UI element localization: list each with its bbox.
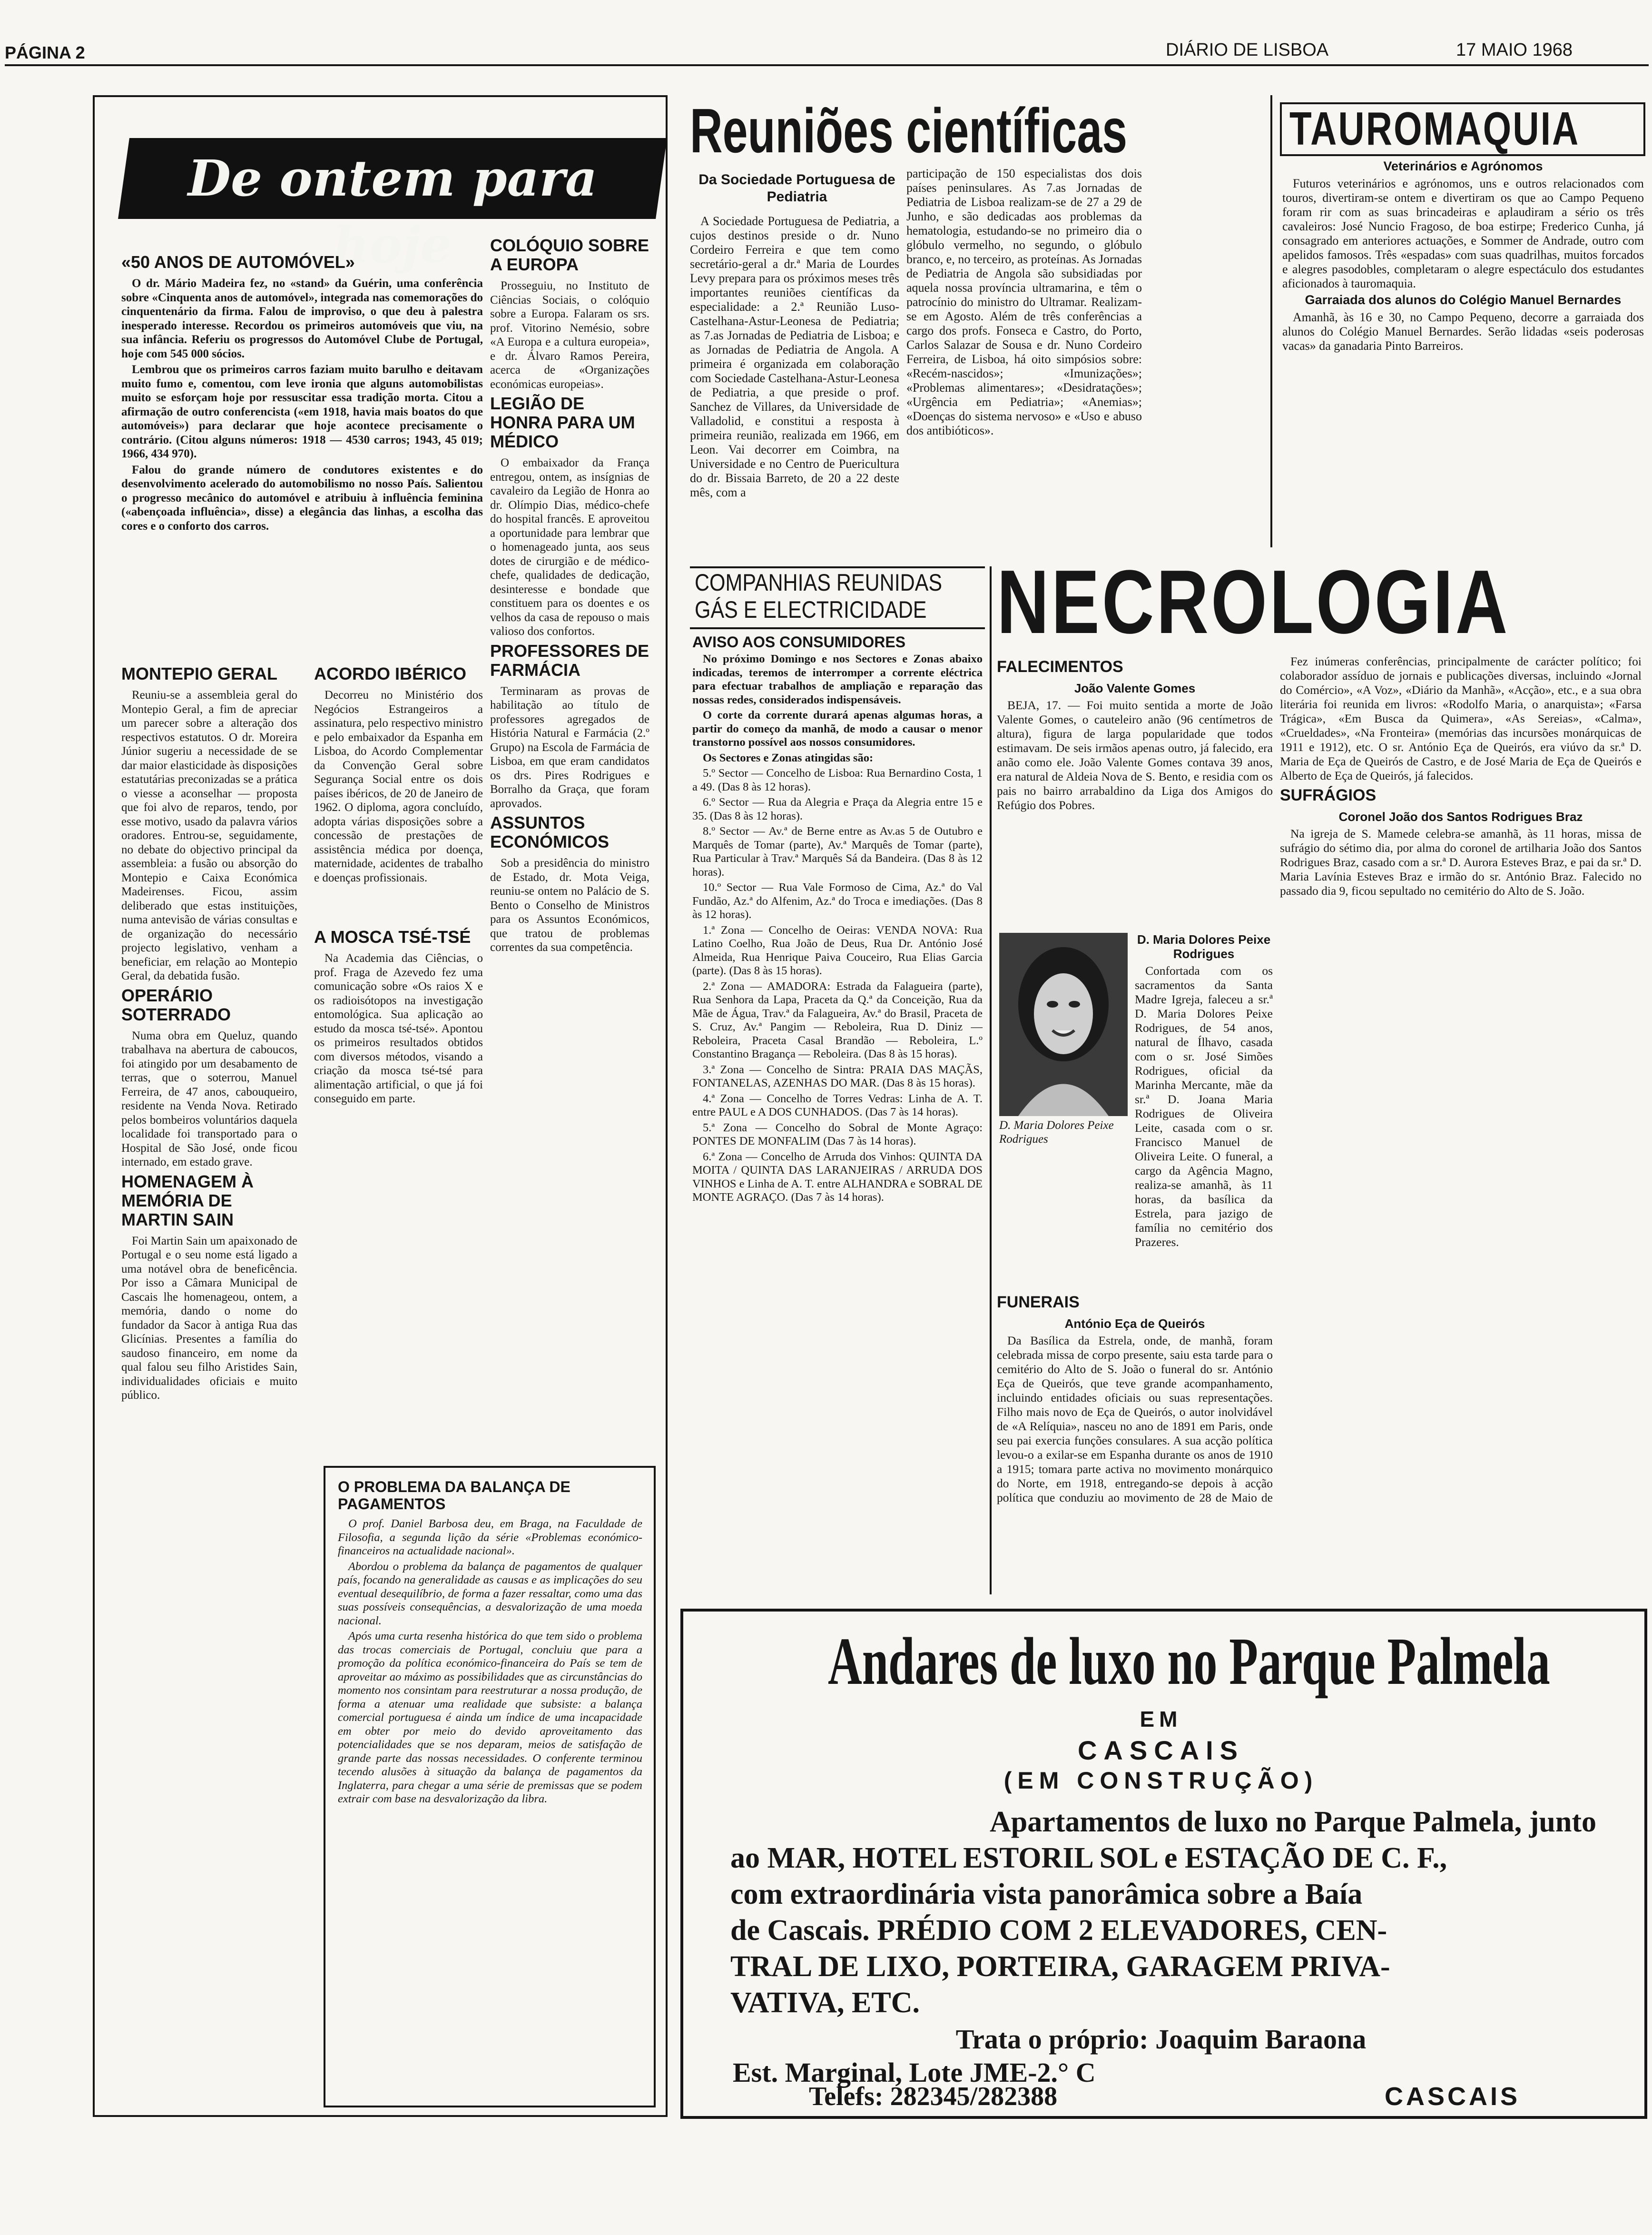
ad-construcao: (EM CONSTRUÇÃO): [1003, 1767, 1318, 1794]
left-column-a2: [314, 662, 483, 1108]
ad-line: com extraordinária vista panorâmica sobre a Baía: [730, 1878, 1363, 1910]
professores-title: PROFESSORES DE FARMÁCIA: [490, 641, 649, 680]
necrologia-headline: NECROLOGIA: [997, 552, 1510, 653]
name-joao-valente: João Valente Gomes: [1074, 681, 1196, 695]
necrologia-text-2: Confortada com os sacramentos da Santa Madre Igreja, faleceu a sr.ª D. Maria Dolores Peixe Rodrigues, de 54 anos, natural de Ílhavo, casada com o sr. José Simões Rodrigues, oficial da Marinha Mercante, mãe da sr.ª D. Joana Maria Rodrigues de Oliveira Leite, casada com o sr. Francisco Manuel de Oliveira Leite. O funeral, a cargo da Agência Magno, realiza-se amanhã, às 11 horas, da basílica da Estrela, para jazigo de família no cemitério dos Prazeres.: [1135, 964, 1273, 1249]
ad-city: CASCAIS: [1385, 2082, 1521, 2111]
aviso-item: 5.ª Zona — Concelho do Sobral de Monte Agraço: PONTES DE MONFALIM (Das 7 às 14 horas).: [692, 1121, 983, 1147]
left-column-a1: [121, 662, 297, 1404]
legiao-text: O embaixador da França entregou, ontem, as insígnias de cavaleiro da Legião de Honra ao dr. Olímpio Dias, médico-chefe do hospital francês. E aproveitou a oportunidade para lembrar que o homenageado junta, aos seus dotes de cirurgião e de médico-chefe, qualidades de dedicação, desinteresse e bondade que constituem para os doentes e os velhos da casa de repouso o mais valioso dos confortos.: [490, 456, 649, 638]
aviso-intro: No próximo Domingo e nos Sectores e Zonas abaixo indicadas, teremos de interromper a corrente eléctrica para efectuar trabalhos de ampliação e reparação das nossas redes, considerados indispensáveis.: [692, 653, 983, 706]
aviso-lista-title: Os Sectores e Zonas atingidas são:: [703, 751, 874, 764]
necrologia-text-4: Na igreja de S. Mamede celebra-se amanhã, às 11 horas, missa de sufrágio do sétimo dia, por alma do coronel de artilharia João dos Santos Rodrigues Braz, casado com a sr.ª D. Aurora Esteves Braz, e pai da sr.ª D. Maria Lavínia Esteves Braz e irmão do sr. António Braz. Falecido no passado dia 9, ficou sepultado no cemitério do Alto de S. João.: [1280, 827, 1642, 898]
reunioes-text-2: participação de 150 especialistas dos dois países peninsulares. As 7.as Jornadas de Pediatria de Lisboa realizam-se de 27 a 29 de Junho, e são dedicadas aos problemas da hematologia, estudando-se no primeiro dia o glóbulo vermelho, no segundo, o glóbulo branco, e, no terceiro, as proteínas. As Jornadas de Pediatria de Angola são subsidiadas por aquela nossa província ultramarina, e têm o patrocínio do ministro do Ultramar. Realizam-se em Agosto. Além de três conferências a cargo dos profs. Fonseca e Castro, do Porto, Carlos Salazar de Sousa e dr. Nuno Cordeiro Ferreira, de Lisboa, há oito simpósios sobre: «Recém-nascidos»; «Imunizações»; «Problemas alimentares»; «Desidratações»; «Urgência em Pediatria»; «Anemias»; «Doenças do sistema nervoso» e «Uso e abuso dos antibióticos».: [906, 167, 1142, 437]
necrologia-column-1: [997, 654, 1273, 814]
reunioes-subhead: Da Sociedade Portuguesa de Pediatria: [698, 172, 895, 205]
aviso-item: 1.ª Zona — Concelho de Oeiras: VENDA NOVA: Rua Latino Coelho, Rua João de Deus, Rua Dr. António José Almeida, Rua Henrique Paiva Couceiro, Rua Elias Garcia (parte). (Das 8 às 15 horas).: [692, 923, 983, 977]
aviso-item: 2.ª Zona — AMADORA: Estrada da Falagueira (parte), Rua Senhora da Lapa, Praceta da Q.ª da Conceição, Rua da Mãe de Água, Trav.ª da Falagueira, Av.ª do Brasil, Praceta de S. Cruz, Av.ª Pangim — Reboleira, Rua D. Diniz — Reboleira, Praceta Casal Brandão — Reboleira, L.º Constantino Bragança — Reboleira. (Das 8 às 15 horas).: [692, 979, 983, 1060]
ad-trata: Trata o próprio: Joaquim Baraona: [955, 2024, 1367, 2055]
auto-paragraph: Falou do grande número de condutores existentes e do desenvolvimento acelerado do automobilismo no nosso País. Salientou o progresso mecânico do automóvel e atribuiu à influência feminina («abençoada influência», disse) a elegância das linhas, a escolha das cores e o conforto dos carros.: [121, 463, 483, 533]
homenagem-text: Foi Martin Sain um apaixonado de Portugal e o seu nome está ligado a uma notável obra de beneficência. Por isso a Câmara Municipal de Cascais lhe homenageou, ontem, a memória, dando o nome do fundador da Sacor à antiga Rua das Glicínias. Presentes a família do saudoso financeiro, em nome da qual falou seu filho Aristides Sain, individualidades oficiais e muito público.: [121, 1234, 297, 1402]
tauromaquia-text-2: Amanhã, às 16 e 30, no Campo Pequeno, decorre a garraiada dos alunos do Colégio Manuel Bernardes. Serão lidadas «seis poderosas vacas» da ganadaria Pinto Barreiros.: [1282, 310, 1644, 353]
companhias-header-2: GÁS E ELECTRICIDADE: [695, 596, 927, 623]
auto-paragraph: O dr. Mário Madeira fez, no «stand» da Guérin, uma conferência sobre «Cinquenta anos de automóvel», integrada nas comemorações do cinquentenário da firma. Falou de improviso, o que deu à palestra inesperado interesse. Recordou os primeiros automóveis que viu, na sua infância. Referiu os progressos do Automóvel Clube de Portugal, hoje com 545 000 sócios.: [121, 277, 483, 360]
professores-text: Terminaram as provas de habilitação ao título de professores agregados de História Natural e Farmácia (2.º Grupo) na Escola de Farmácia de Lisboa, em que eram candidatos os drs. Pires Rodrigues e Borralho da Graça, que foram aprovados.: [490, 684, 649, 810]
ad-line: Apartamentos de luxo no Parque Palmela, junto: [989, 1806, 1596, 1838]
balanca-column: [338, 1475, 642, 1808]
mosca-title: A MOSCA TSÉ-TSÉ: [314, 927, 471, 947]
ad-line: de Cascais. PRÉDIO COM 2 ELEVADORES, CEN-: [730, 1914, 1387, 1947]
funerais-title: FUNERAIS: [997, 1293, 1080, 1311]
tauromaquia-text-1: Futuros veterinários e agrónomos, uns e outros relacionados com touros, divertiram-se ontem e divertiram os que ao Campo Pequeno foram rir com as suas brincadeiras e aplaudiram a sério os três cavaleiros: José Nuncio Fragoso, de boa estirpe; Frederico Cunha, já consagrado em anteriores actuações, e Sommer de Andrade, outro com apelidos famosos. Três «espadas» com suas quadrilhas, muitos forcados e alegres pasodobles, completaram o alegre espectáculo dos estudantes aficionados à tauromaquia.: [1282, 177, 1644, 290]
masthead-rule: [5, 64, 1649, 66]
name-maria-dolores: D. Maria Dolores Peixe Rodrigues: [1137, 932, 1271, 961]
aviso-item: 8.º Sector — Av.ª de Berne entre as Av.as 5 de Outubro e Marquês de Tomar (parte), Av.ª Marquês de Tomar (parte), Rua Particular à Trav.ª Marquês Sá da Bandeira. (Das 8 às 12 horas).: [692, 825, 983, 879]
ad-em: EM: [1140, 1707, 1182, 1731]
tauromaquia-headline: TAUROMAQUIA: [1289, 102, 1580, 155]
banner-title: De ontem para hoje: [187, 149, 598, 274]
ad-line: VATIVA, ETC.: [730, 1987, 920, 2019]
ad-body: [730, 1804, 1596, 2021]
necrologia-column-2: [1280, 654, 1642, 900]
operario-text: Numa obra em Queluz, quando trabalhava na abertura de caboucos, foi atingido por um desabamento de terras, que o soterrou, Manuel Ferreira, de 47 anos, cabouqueiro, residente na Venda Nova. Retirado pelos bombeiros voluntários daquela localidade foi transportado para o Hospital de São José, onde ficou internado, em estado grave.: [121, 1029, 297, 1168]
tauromaquia-column: [1282, 157, 1644, 355]
necrologia-column-1c: [997, 1290, 1273, 1507]
necrologia-column-1b: [1135, 930, 1273, 1251]
montepio-text: Reuniu-se a assembleia geral do Montepio Geral, a fim de apreciar um parecer sobre a alteração dos respectivos estatutos. O dr. Moreira Júnior sugeriu a necessidade de se dar maior elasticidade às disposições estatutárias preconizadas se a prática o viesse a aconselhar — proposta que foi alvo de reparos, tendo, por esse motivo, usado da palavra vários oradores. Entrou-se, seguidamente, no debate do objectivo principal da assembleia: a fusão ou absorção do Montepio e Caixa Económica Madeirenses. Ficou, assim deliberado que estas instituições, numa antevisão de várias consultas e de organização do necessário projecto legislativo, venham a beneficiar, em relação ao Montepio Geral, da debatida fusão.: [121, 689, 297, 982]
obituary-photo: [999, 933, 1128, 1116]
ad-phones: Telefs: 282345/282388: [809, 2082, 1058, 2111]
aviso-intro-2: O corte da corrente durará apenas algumas horas, a partir do começo da manhã, de modo a causar o menor transtorno possível aos nossos consumidores.: [692, 709, 983, 749]
operario-title: OPERÁRIO SOTERRADO: [121, 985, 231, 1024]
left-column-a: [121, 250, 483, 535]
name-antonio-eca: António Eça de Queirós: [1064, 1316, 1205, 1331]
coloquio-title: COLÓQUIO SOBRE A EUROPA: [490, 236, 649, 274]
companhias-column: [692, 633, 983, 1207]
reunioes-text-1: A Sociedade Portuguesa de Pediatria, a cujos destinos preside o dr. Nuno Cordeiro Ferreira e que tem como secretário-geral a dr.ª Maria de Lourdes Levy prepara para os próximos meses três importantes reuniões científicas da especialidade: a 2.ª Reunião Luso-Castelhana-Astur-Leonesa de Pediatria; as 7.as Jornadas de Pediatria de Lisboa; e as Jornadas de Pediatria de Angola. A primeira é organizada em colaboração com Sociedade Castelhana-Astur-Leonesa de Pediatria, a que preside o prof. Sanchez de Villares, da Universidade de Valladolid, e constitui a resposta à primeira reunião, realizada em 1966, em Leon. Vai decorrer em Coimbra, na Universidade e no Centro de Puericultura do dr. Bissaia Barreto, de 20 a 22 deste mês, com a: [690, 214, 899, 499]
aviso-item: 4.ª Zona — Concelho de Torres Vedras: Linha de A. T. entre PAUL e A DOS CUNHADOS. (Das 7 às 14 horas).: [692, 1092, 983, 1118]
aviso-item: 3.ª Zona — Concelho de Sintra: PRAIA DAS MAÇÃS, FONTANELAS, AZENHAS DO MAR. (Das 8 às 15 horas).: [692, 1063, 983, 1089]
mosca-text: Na Academia das Ciências, o prof. Fraga de Azevedo fez uma comunicação sobre «Os raios X e os radioisótopos na investigação entomológica. Sua aplicação ao estudo da mosca tsé-tsé». Apontou os primeiros resultados obtidos com diversos métodos, visando a criação da mosca tsé-tsé para alimentação artificial, o que já foi conseguido em parte.: [314, 952, 483, 1105]
left-column-b: [490, 233, 649, 957]
reunioes-rule: [1270, 95, 1272, 547]
legiao-title: LEGIÃO DE HONRA PARA UM MÉDICO: [490, 394, 635, 451]
page-number: PÁGINA 2: [5, 43, 85, 62]
balanca-paragraph: Abordou o problema da balança de pagamentos de qualquer país, focando na generalidade as causas e as implicações do seu eventual desequilíbrio, de forma a fazer ressaltar, como uma das suas possíveis consequências, a desvalorização de uma moeda nacional.: [338, 1560, 642, 1627]
portrait-image: [999, 933, 1128, 1116]
falecimentos-title: FALECIMENTOS: [997, 658, 1123, 676]
coloquio-text: Prosseguiu, no Instituto de Ciências Sociais, o colóquio sobre a Europa. Falaram os srs. prof. Vitorino Nemésio, sobre «A Europa e a cultura europeia», e dr. Álvaro Ramos Pereira, acerca de «Organizações económicas europeias».: [490, 279, 649, 391]
aviso-item: 6.ª Zona — Concelho de Arruda dos Vinhos: QUINTA DA MOITA / QUINTA DAS LARANJEIRAS / ARRUDA DOS VINHOS e Linha de A. T. entre ALHANDRA e SOBRAL DE MONTE AGRAÇO. (Das 7 às 14 horas).: [692, 1150, 983, 1204]
necrologia-text-3: Da Basílica da Estrela, onde, de manhã, foram celebrada missa de corpo presente, saiu esta tarde para o cemitério do Alto de S. João o funeral do sr. António Eça de Queirós, que teve grande acompanhamento, incluindo entidades oficiais ou suas representações. Filho mais novo de Eça de Queirós, o autor inolvidável de «A Relíquia», nasceu no ano de 1891 em Paris, onde seu pai exercia funções consulares. A sua acção política levou-o a exilar-se em Espanha durante os anos de 1910 a 1915; tomara parte activa no movimento monárquico do Norte, em 1918, entregando-se depois à acção política que conduziu ao movimento de 28 de Maio de: [997, 1334, 1273, 1504]
necrologia-text-3b: Fez inúmeras conferências, principalmente de carácter político; foi colaborador assíduo de jornais e publicações diversas, incluindo «Jornal do Comércio», «A Voz», «Diário da Manhã», «Acção», etc., e a sua obra literária foi reunida em livros: «Rodolfo Maria, o anarquista»; «Farsa Trágica», «Em Busca da Quimera», «As Sereias», «Calma», «Crueldades», «Na Fronteira» (memórias das incursões monárquicas de 1911 e 1912), etc. O sr. António Eça de Queirós, era viúvo da sr.ª D. Maria de Eça de Queirós de Castro, e de José Maria de Eça de Queirós e Alberto de Eça de Queirós, já falecidos.: [1280, 654, 1642, 782]
montepio-title: MONTEPIO GERAL: [121, 664, 278, 683]
aviso-title: AVISO AOS CONSUMIDORES: [692, 633, 906, 651]
ad-cascais: CASCAIS: [1077, 1735, 1245, 1765]
reunioes-headline: Reuniões científicas: [690, 96, 1128, 166]
aviso-item: 6.º Sector — Rua da Alegria e Praça da Alegria entre 15 e 35. (Das 8 às 12 horas).: [692, 796, 983, 822]
assuntos-text: Sob a presidência do ministro de Estado, dr. Mota Veiga, reuniu-se ontem no Palácio de S. Bento o Conselho de Ministros para os Assuntos Económicos, que tratou de problemas correntes da sua competência.: [490, 857, 649, 954]
aviso-item: 10.º Sector — Rua Vale Formoso de Cima, Az.ª do Val Fundão, Az.ª do Alfenim, Az.ª do Troca e imediações. (Das 8 às 12 horas).: [692, 881, 983, 921]
balanca-title: O PROBLEMA DA BALANÇA DE PAGAMENTOS: [338, 1478, 570, 1513]
reunioes-column-1: [690, 214, 899, 502]
companhias-rule: [990, 566, 992, 1594]
companhias-header-1: COMPANHIAS REUNIDAS: [695, 569, 943, 596]
aviso-item: 5.º Sector — Concelho de Lisboa: Rua Bernardino Costa, 1 a 49. (Das 8 às 12 horas).: [692, 767, 983, 793]
acordo-title: ACORDO IBÉRICO: [314, 664, 467, 683]
homenagem-title: HOMENAGEM À MEMÓRIA DE MARTIN SAIN: [121, 1171, 254, 1229]
sufragios-title: SUFRÁGIOS: [1280, 786, 1377, 804]
tauromaquia-sub-1: Veterinários e Agrónomos: [1383, 159, 1543, 173]
reunioes-column-2: [906, 167, 1142, 440]
auto-title: «50 ANOS DE AUTOMÓVEL»: [121, 252, 355, 272]
newspaper-name: DIÁRIO DE LISBOA: [1166, 40, 1329, 60]
ad-line: ao MAR, HOTEL ESTORIL SOL e ESTAÇÃO DE C. F.,: [730, 1842, 1447, 1874]
tauromaquia-sub-2: Garraiada dos alunos do Colégio Manuel Bernardes: [1305, 293, 1622, 307]
companhias-top-rule: [690, 566, 985, 568]
issue-date: 17 MAIO 1968: [1456, 40, 1573, 60]
ad-headline: Andares de luxo no Parque Palmela: [828, 1623, 1550, 1699]
acordo-text: Decorreu no Ministério dos Negócios Estrangeiros a assinatura, pelo respectivo ministro e pelo embaixador da Espanha em Lisboa, do Acordo Complementar da Convenção Geral sobre Segurança Social entre os dois países ibéricos, de 20 de Janeiro de 1962. O diploma, agora concluído, adopta várias disposições sobre a concessão de prestações de assistência médica por doença, maternidade, acidentes de trabalho e doenças profissionais.: [314, 689, 483, 884]
assuntos-title: ASSUNTOS ECONÓMICOS: [490, 813, 610, 851]
ad-line: TRAL DE LIXO, PORTEIRA, GARAGEM PRIVA-: [730, 1950, 1390, 1983]
name-coronel-braz: Coronel João dos Santos Rodrigues Braz: [1338, 810, 1583, 824]
necrologia-text-1: BEJA, 17. — Foi muito sentida a morte de João Valente Gomes, o cauteleiro anão (96 centímetros de altura), figura de larga popularidade que todos estimavam. De seis irmãos apenas outro, já falecido, era anão como ele. João Valente Gomes contava 39 anos, era natural de Aldeia Nova de S. Bento, e residia com os pais no bairro arrabaldino da Liga dos Amigos do Refúgio dos Pobres.: [997, 698, 1273, 812]
companhias-mid-rule: [690, 627, 985, 629]
ad-address: Est. Marginal, Lote JME-2.° C: [733, 2057, 1096, 2088]
photo-caption: D. Maria Dolores Peixe Rodrigues: [999, 1119, 1114, 1146]
balanca-paragraph: Após uma curta resenha histórica do que tem sido o problema das trocas comerciais de Portugal, concluiu que para a promoção da política económico-financeira do País se tem de aproveitar ao máximo as possibilidades que as circunstâncias do momento nos consintam para reestruturar a nossa produção, de forma a atenuar uma realidade que subsiste: a balança comercial portuguesa é ainda um índice de uma incapacidade em obter por meio do devido aproveitamento das potencialidades que se nos deparam, meios de satisfação de grande parte das nossas necessidades. O conferente terminou tecendo alusões à situação da balança de pagamentos da Inglaterra, para chegar a uma série de premissas que se podem extrair com base na desvalorização da libra.: [338, 1630, 642, 1805]
auto-paragraph: Lembrou que os primeiros carros faziam muito barulho e deitavam muito fumo e, comentou, com leve ironia que alguns automobilistas muito se esforçam hoje por ressuscitar essa tradição morta. Citou a afirmação de outro conferencista («em 1918, havia mais boatos do que automóveis») para declarar que hoje acontece precisamente o contrário. (Citou alguns números: 1918 — 4530 carros; 1943, 45 019; 1966, 434 970).: [121, 363, 483, 460]
balanca-paragraph: O prof. Daniel Barbosa deu, em Braga, na Faculdade de Filosofia, a segunda lição da série «Problemas económico-financeiros na actualidade nacional».: [338, 1517, 642, 1557]
